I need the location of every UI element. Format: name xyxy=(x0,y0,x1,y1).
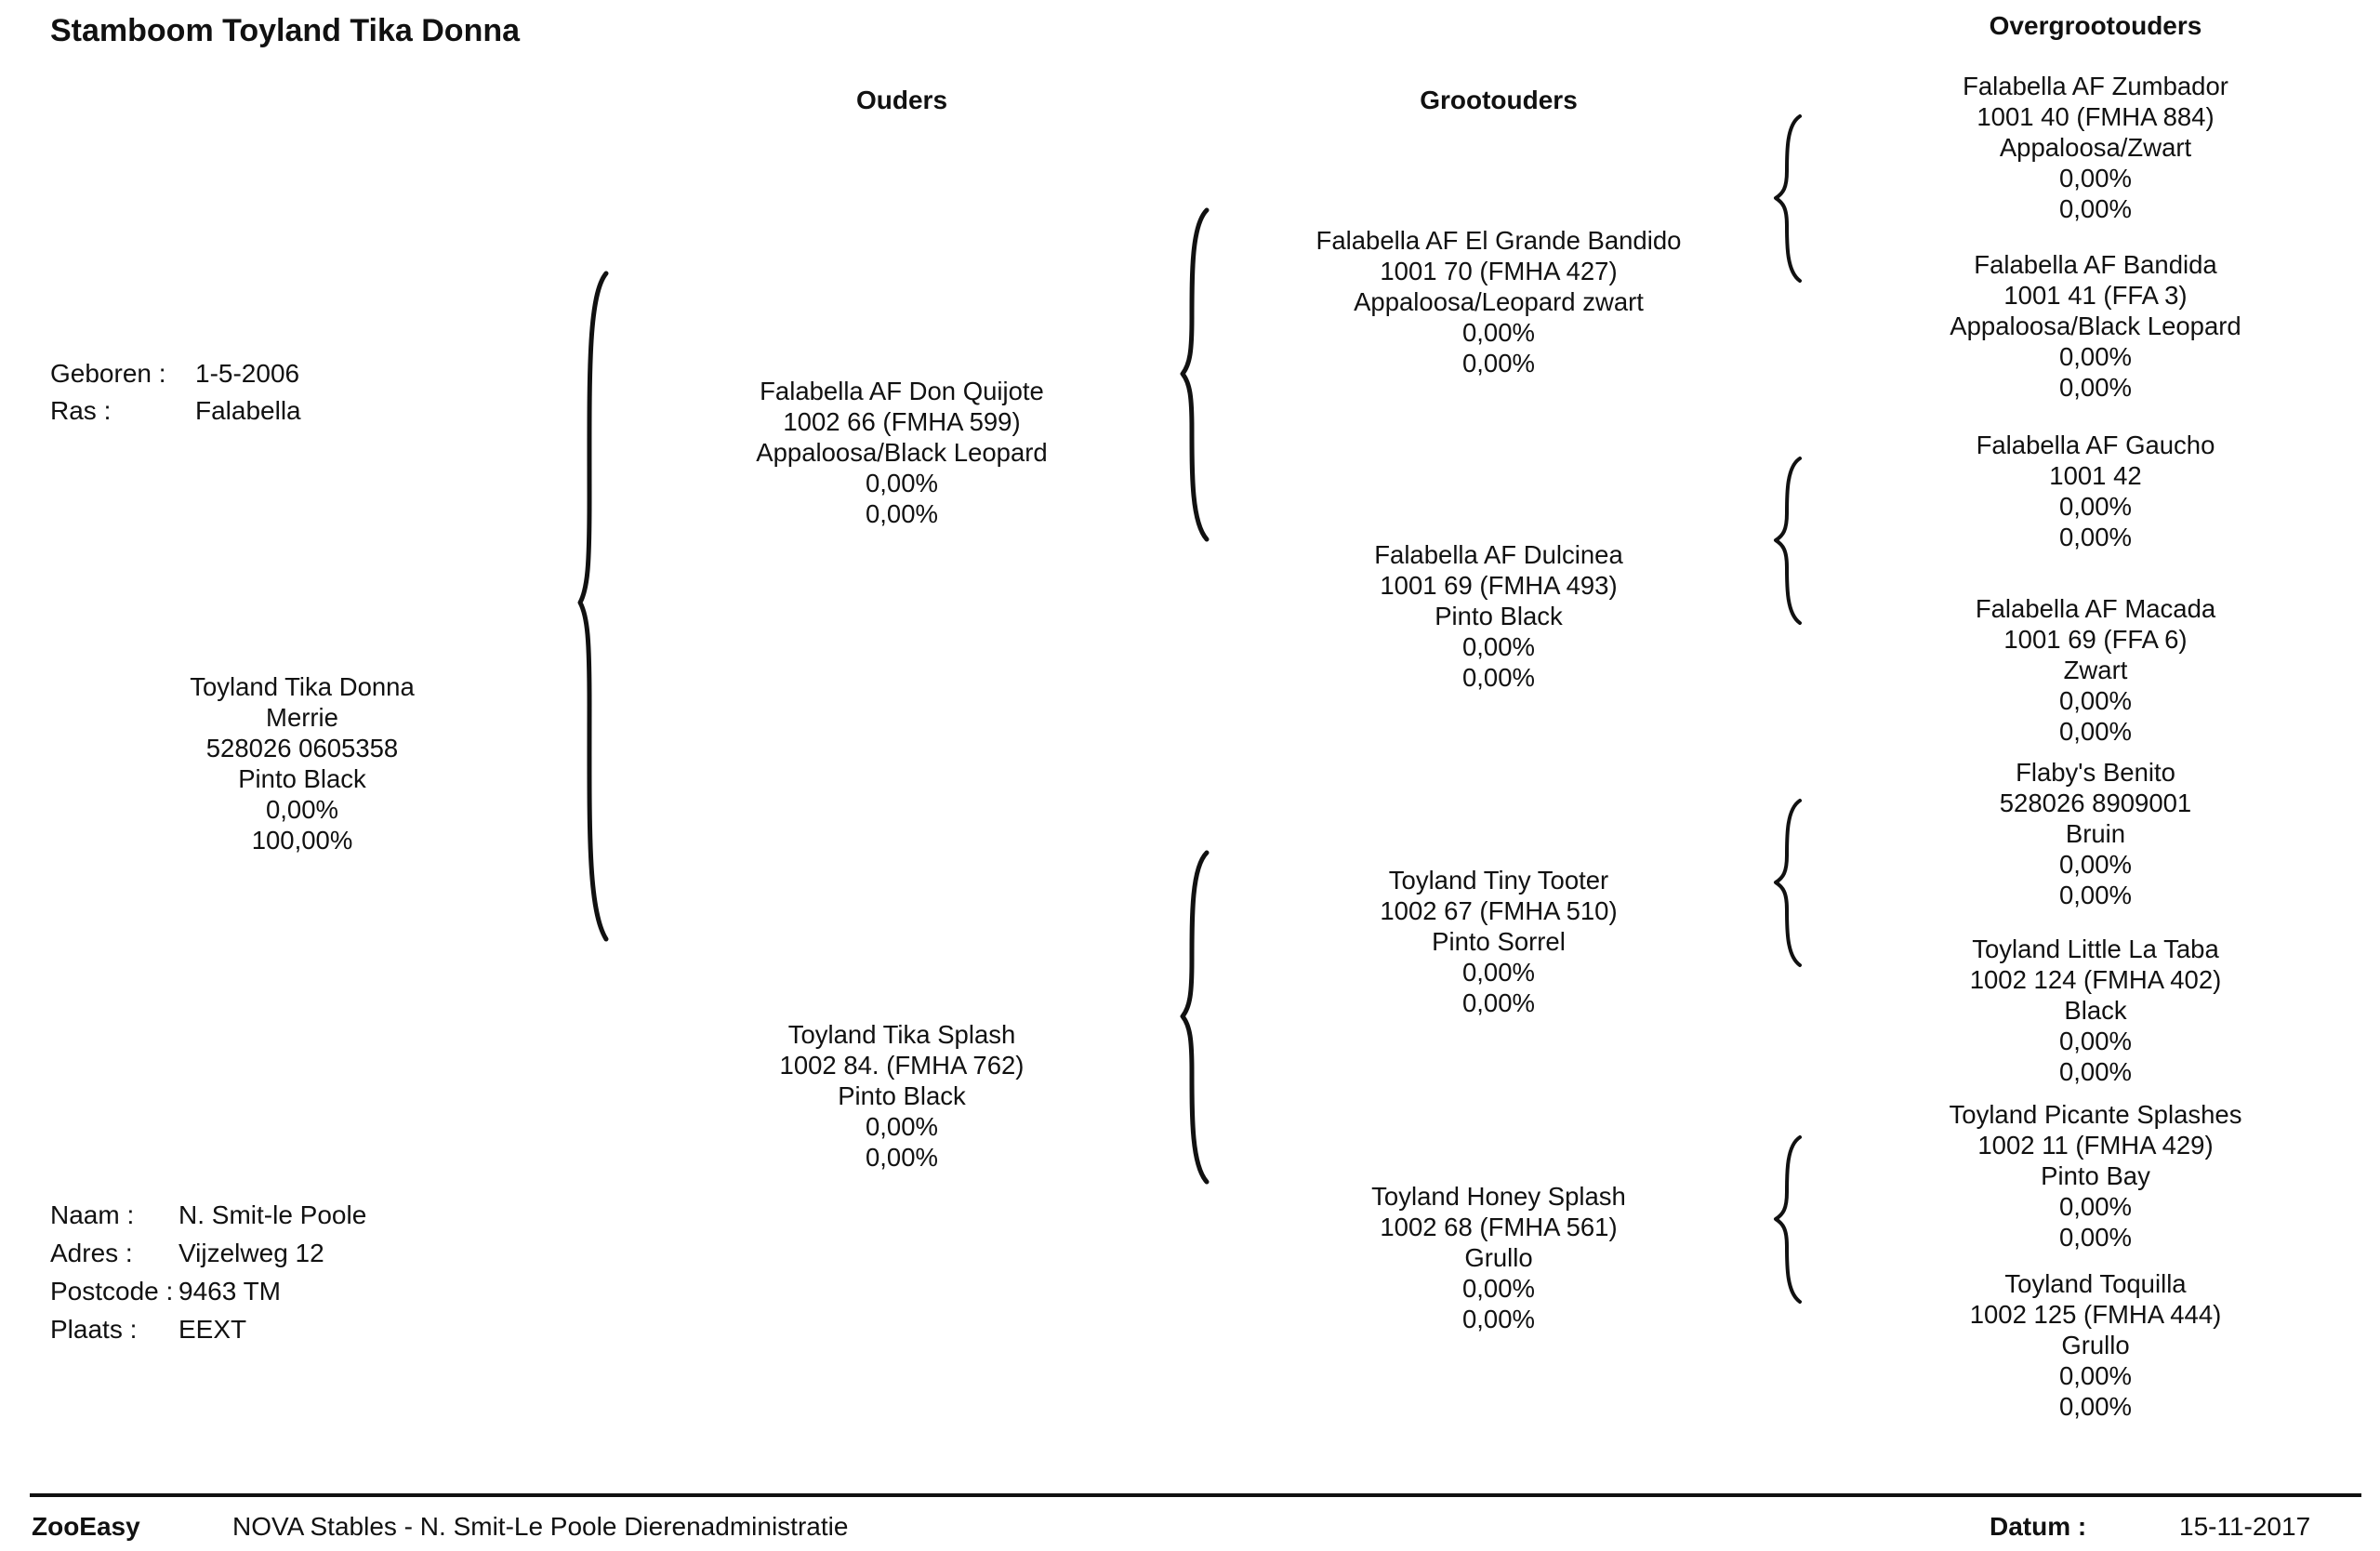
great-grandparent-6 xyxy=(1835,934,2356,1087)
brace-parent-1-icon xyxy=(1173,206,1220,543)
breed-value: Falabella xyxy=(195,396,301,425)
animal-color: Appaloosa/Black Leopard xyxy=(756,438,1048,467)
animal-color: Pinto Sorrel xyxy=(1432,927,1566,956)
animal-pct-1: 0,00% xyxy=(1462,632,1535,661)
animal-pct-1: 0,00% xyxy=(2059,164,2132,192)
animal-name: Falabella AF El Grande Bandido xyxy=(1316,226,1682,255)
animal-color: Appaloosa/Leopard zwart xyxy=(1354,287,1644,316)
animal-registration: 1001 40 (FMHA 884) xyxy=(1977,102,2215,131)
animal-registration: 1001 69 (FMHA 493) xyxy=(1380,571,1618,600)
grandparent-1 xyxy=(1238,225,1759,378)
subject-pct-2: 100,00% xyxy=(251,826,353,855)
animal-pct-2: 0,00% xyxy=(1462,663,1535,692)
animal-color: Grullo xyxy=(2061,1331,2130,1359)
breed-label: Ras : xyxy=(50,396,112,425)
animal-registration: 1001 69 (FFA 6) xyxy=(2003,625,2188,654)
animal-registration: 1001 70 (FMHA 427) xyxy=(1380,257,1618,285)
owner-postcode-value: 9463 TM xyxy=(178,1277,281,1306)
owner-name-label: Naam : xyxy=(50,1200,135,1229)
animal-name: Toyland Honey Splash xyxy=(1371,1182,1626,1211)
animal-pct-1: 0,00% xyxy=(2059,1027,2132,1055)
brace-parent-2-icon xyxy=(1173,849,1220,1186)
animal-pct-2: 0,00% xyxy=(1462,1305,1535,1333)
subject-registration: 528026 0605358 xyxy=(205,734,399,762)
animal-name: Falabella AF Bandida xyxy=(1974,250,2217,279)
grandparent-3 xyxy=(1238,865,1759,1018)
animal-registration: 1002 84. (FMHA 762) xyxy=(779,1051,1025,1080)
owner-city-value: EEXT xyxy=(178,1315,247,1344)
animal-color: Bruin xyxy=(2065,819,2126,848)
animal-name: Flaby's Benito xyxy=(2016,758,2175,787)
birth-info xyxy=(50,355,301,430)
animal-pct-1: 0,00% xyxy=(2059,686,2132,715)
footer-date-value: 15-11-2017 xyxy=(2179,1512,2311,1541)
animal-pct-1: 0,00% xyxy=(866,469,938,497)
animal-name: Toyland Tiny Tooter xyxy=(1388,866,1609,895)
animal-pct-2: 0,00% xyxy=(1462,349,1535,378)
animal-pct-1: 0,00% xyxy=(1462,1274,1535,1303)
animal-pct-1: 0,00% xyxy=(2059,492,2132,521)
owner-postcode-label: Postcode : xyxy=(50,1277,174,1306)
animal-name: Falabella AF Gaucho xyxy=(1976,431,2215,459)
great-grandparent-2 xyxy=(1835,249,2356,403)
column-header-great-grandparents: Overgrootouders xyxy=(1989,11,2202,40)
animal-name: Toyland Picante Splashes xyxy=(1949,1100,2242,1129)
owner-city-label: Plaats : xyxy=(50,1315,138,1344)
subject-pct-1: 0,00% xyxy=(266,795,338,824)
animal-pct-1: 0,00% xyxy=(866,1112,938,1141)
parent-sire xyxy=(641,376,1162,529)
footer-brand: ZooEasy xyxy=(32,1512,140,1541)
grandparent-2 xyxy=(1238,539,1759,693)
animal-name: Falabella AF Zumbador xyxy=(1963,72,2228,100)
brace-grandparent-3-icon xyxy=(1766,798,1813,969)
animal-pct-1: 0,00% xyxy=(2059,1361,2132,1390)
animal-pct-1: 0,00% xyxy=(2059,850,2132,879)
animal-color: Pinto Black xyxy=(838,1081,966,1110)
animal-registration: 528026 8909001 xyxy=(1999,789,2192,817)
animal-name: Falabella AF Dulcinea xyxy=(1374,540,1623,569)
animal-registration: 1002 68 (FMHA 561) xyxy=(1380,1213,1618,1241)
animal-pct-2: 0,00% xyxy=(2059,194,2132,223)
subject-sex: Merrie xyxy=(266,703,338,732)
animal-registration: 1002 11 (FMHA 429) xyxy=(1977,1131,2214,1160)
column-header-parents: Ouders xyxy=(855,86,948,114)
parent-dam xyxy=(641,1019,1162,1173)
animal-pct-2: 0,00% xyxy=(2059,1057,2132,1086)
animal-pct-1: 0,00% xyxy=(1462,958,1535,987)
subject-animal xyxy=(42,671,562,855)
animal-pct-2: 0,00% xyxy=(2059,373,2132,402)
animal-pct-2: 0,00% xyxy=(2059,523,2132,551)
animal-pct-2: 0,00% xyxy=(2059,1392,2132,1421)
animal-name: Toyland Little La Taba xyxy=(1972,935,2219,963)
animal-name: Toyland Tika Splash xyxy=(787,1020,1016,1049)
animal-color: Black xyxy=(2064,996,2127,1025)
owner-address-label: Adres : xyxy=(50,1239,133,1267)
animal-name: Toyland Toquilla xyxy=(2004,1269,2187,1298)
great-grandparent-7 xyxy=(1835,1099,2356,1253)
animal-pct-2: 0,00% xyxy=(2059,717,2132,746)
owner-address-value: Vijzelweg 12 xyxy=(178,1239,324,1267)
animal-color: Appaloosa/Black Leopard xyxy=(1950,312,2241,340)
animal-registration: 1002 67 (FMHA 510) xyxy=(1380,896,1618,925)
animal-color: Grullo xyxy=(1464,1243,1533,1272)
page-title: Stamboom Toyland Tika Donna xyxy=(50,13,521,48)
animal-color: Appaloosa/Zwart xyxy=(1999,133,2192,162)
great-grandparent-3 xyxy=(1835,430,2356,552)
subject-name: Toyland Tika Donna xyxy=(190,672,415,701)
great-grandparent-4 xyxy=(1835,593,2356,747)
animal-registration: 1002 125 (FMHA 444) xyxy=(1969,1300,2222,1329)
footer-divider xyxy=(30,1493,2361,1497)
footer-date-label: Datum : xyxy=(1990,1512,2087,1541)
animal-pct-1: 0,00% xyxy=(1462,318,1535,347)
great-grandparent-8 xyxy=(1835,1268,2356,1422)
animal-pct-2: 0,00% xyxy=(866,1143,938,1172)
animal-name: Falabella AF Macada xyxy=(1975,594,2216,623)
animal-color: Pinto Bay xyxy=(2041,1161,2150,1190)
owner-info xyxy=(50,1196,366,1348)
brace-grandparent-2-icon xyxy=(1766,456,1813,627)
animal-color: Pinto Black xyxy=(1435,602,1563,630)
animal-registration: 1001 41 (FFA 3) xyxy=(2003,281,2188,310)
animal-pct-2: 0,00% xyxy=(866,499,938,528)
born-label: Geboren : xyxy=(50,359,166,388)
subject-color: Pinto Black xyxy=(238,764,366,793)
great-grandparent-1 xyxy=(1835,71,2356,224)
column-header-grandparents: Grootouders xyxy=(1420,86,1578,114)
born-value: 1-5-2006 xyxy=(195,359,300,388)
brace-grandparent-1-icon xyxy=(1766,113,1813,285)
brace-subject-icon xyxy=(569,268,625,947)
animal-pct-2: 0,00% xyxy=(2059,881,2132,909)
animal-pct-2: 0,00% xyxy=(1462,988,1535,1017)
animal-registration: 1001 42 xyxy=(2049,461,2142,490)
animal-pct-1: 0,00% xyxy=(2059,1192,2132,1221)
animal-registration: 1002 66 (FMHA 599) xyxy=(783,407,1021,436)
brace-grandparent-4-icon xyxy=(1766,1134,1813,1306)
animal-registration: 1002 124 (FMHA 402) xyxy=(1969,965,2222,994)
grandparent-4 xyxy=(1238,1181,1759,1334)
animal-name: Falabella AF Don Quijote xyxy=(760,377,1044,405)
animal-color: Zwart xyxy=(2063,656,2128,684)
animal-pct-1: 0,00% xyxy=(2059,342,2132,371)
footer-organization: NOVA Stables - N. Smit-Le Poole Dierenadministratie xyxy=(232,1512,849,1541)
animal-pct-2: 0,00% xyxy=(2059,1223,2132,1252)
great-grandparent-5 xyxy=(1835,757,2356,910)
owner-name-value: N. Smit-le Poole xyxy=(178,1200,367,1229)
